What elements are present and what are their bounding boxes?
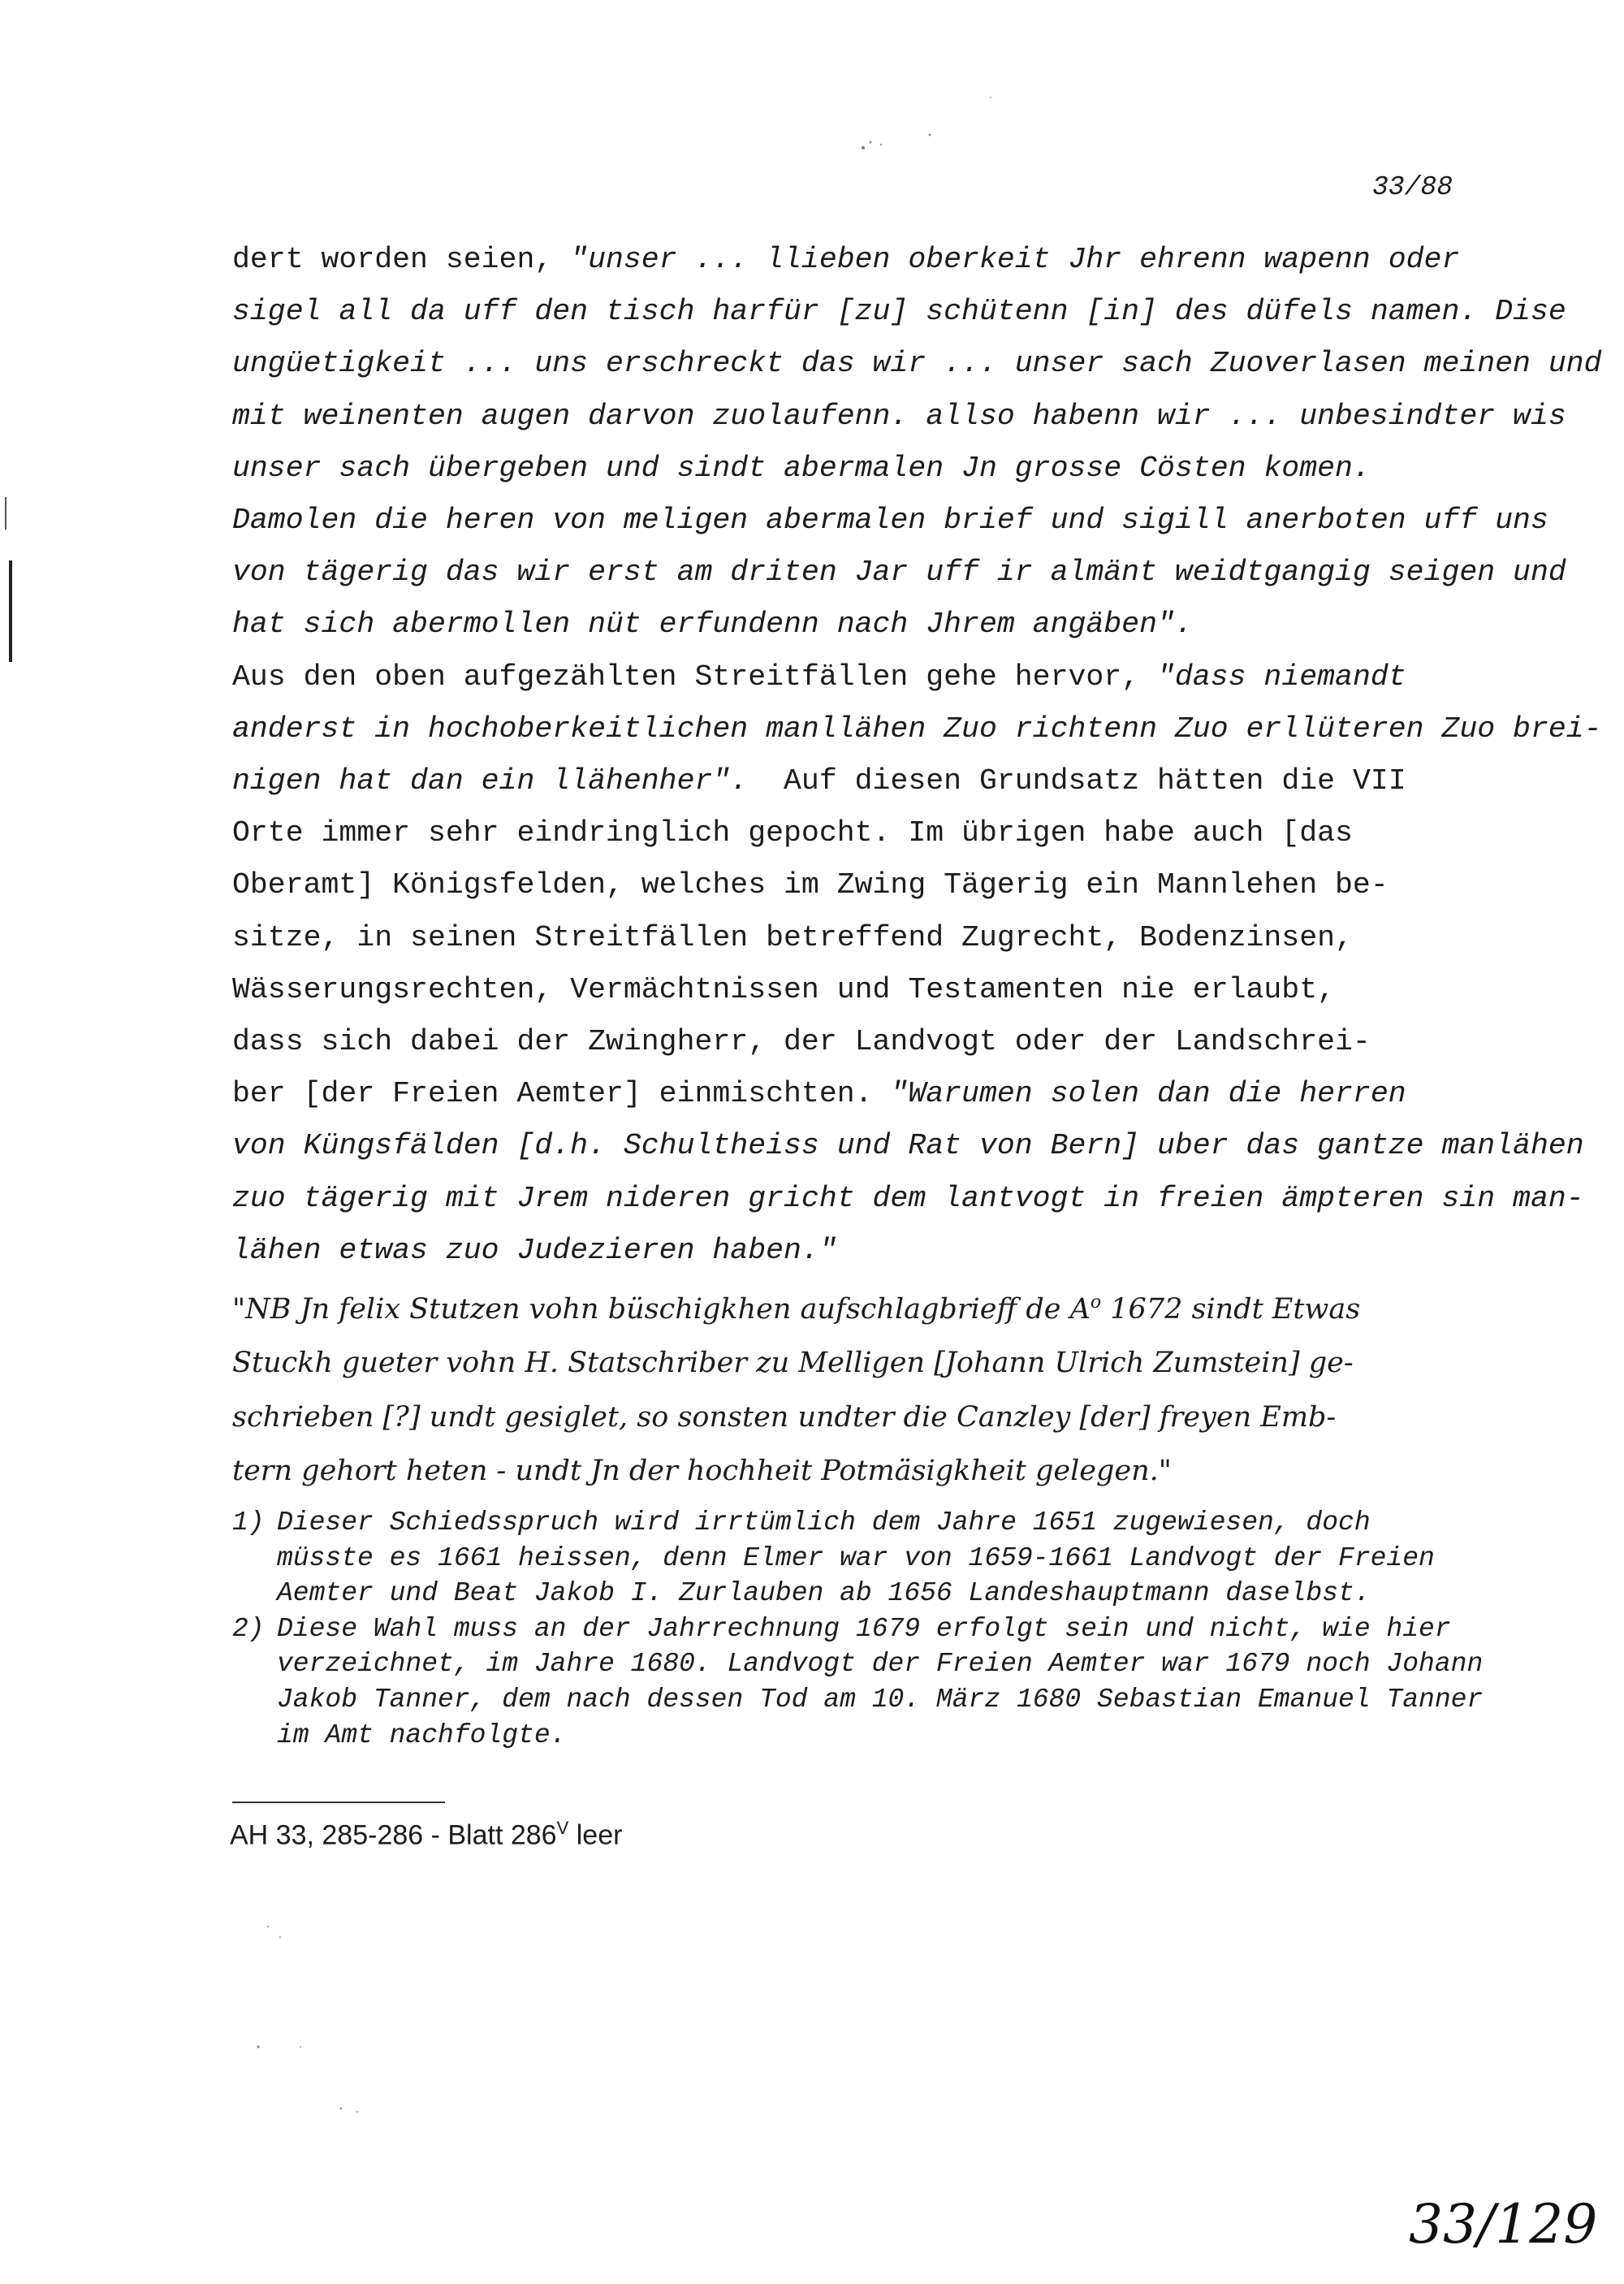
text-run: unser sach übergeben und sindt abermalen Jn grosse Cösten komen.	[232, 451, 1371, 485]
text-line	[232, 495, 1548, 547]
text-run: nigen hat dan ein llähenher".	[232, 764, 749, 798]
footnote	[232, 1505, 1531, 1611]
footnote-number: 1)	[232, 1508, 265, 1538]
text-line	[232, 1120, 1584, 1172]
text-run: sigel all da uff den tisch harfür [zu] schütenn [in] des düfels namen. Dise	[232, 295, 1566, 329]
body-text	[232, 234, 1602, 1499]
text-line	[232, 1277, 1507, 1337]
text-run: Damolen die heren von meligen abermalen brief und sigill anerboten uff uns	[232, 504, 1548, 538]
text-line	[232, 547, 1566, 599]
footnote-line: müsste es 1661 heissen, denn Elmer war von 1659-1661 Landvogt der Freien	[277, 1542, 1435, 1573]
text-run: von tägerig das wir erst am driten Jar uff ir almänt weidtgangig seigen und	[232, 556, 1566, 590]
text-run: Auf diesen Grundsatz hätten die VII	[748, 764, 1406, 798]
text-run: Wässerungsrechten, Vermächtnissen und Testamenten nie erlaubt,	[232, 972, 1336, 1006]
footnote-line: Jakob Tanner, dem nach dessen Tod am 10. März 1680 Sebastian Emanuel Tanner	[277, 1684, 1484, 1715]
footnote-line: Diese Wahl muss an der Jahrrechnung 1679 erfolgt sein und nicht, wie hier	[277, 1613, 1451, 1644]
source-superscript: V	[556, 1818, 569, 1838]
text-line	[232, 338, 1602, 390]
source-main: AH 33, 285-286 - Blatt 286	[230, 1819, 557, 1851]
text-line	[232, 964, 1507, 1016]
scan-margin-mark	[5, 497, 6, 530]
text-run: Aus den oben aufgezählten Streitfällen gehe hervor,	[232, 660, 1157, 694]
text-run: ungüetigkeit ... uns erschreckt das wir ... unser sach Zuoverlasen meinen und	[232, 347, 1602, 381]
footnote-number: 2)	[232, 1613, 265, 1644]
text-run: mit weinenten augen darvon zuolaufenn. allso habenn wir ... unbesindter wis	[232, 399, 1566, 433]
text-run: Stuckh gueter vohn H. Statschriber zu Melligen [Johann Ulrich Zumstein] ge-	[232, 1347, 1354, 1380]
text-line	[232, 1068, 1507, 1120]
text-line	[232, 912, 1507, 964]
text-run: zuo tägerig mit Jrem nideren gricht dem lantvogt in freien ämpteren sin man-	[232, 1181, 1584, 1215]
footnote-line: im Amt nachfolgte.	[277, 1719, 567, 1750]
scan-margin-mark	[9, 560, 12, 662]
text-run: anderst in hochoberkeitlichen manllähen Zuo richtenn Zuo erllüteren Zuo brei-	[232, 712, 1602, 746]
text-line	[232, 859, 1507, 911]
text-run: "Warumen solen dan die herren	[890, 1077, 1406, 1111]
footer-rule	[232, 1802, 445, 1803]
text-line	[232, 286, 1566, 338]
footnote-line: verzeichnet, im Jahre 1680. Landvogt der Freien Aemter war 1679 noch Johann	[277, 1649, 1484, 1680]
text-run: sitze, in seinen Streitfällen betreffend Zugrecht, Bodenzinsen,	[232, 920, 1353, 954]
text-run: lähen etwas zuo Judezieren haben."	[232, 1233, 837, 1267]
text-run: o	[1090, 1292, 1102, 1313]
text-run: "unser ... llieben oberkeit Jhr ehrenn wapenn oder	[570, 243, 1460, 276]
text-line	[232, 1173, 1584, 1225]
text-run: von Küngsfälden [d.h. Schultheiss und Rat von Bern] uber das gantze manlähen	[232, 1129, 1584, 1163]
text-run: 1672 sindt Etwas	[1101, 1293, 1361, 1326]
text-line	[232, 1391, 1507, 1445]
text-run: dert worden seien,	[232, 243, 571, 276]
text-run: tern gehort heten - undt Jn der hochheit Potmäsigkheit gelegen."	[232, 1454, 1172, 1487]
text-run: ber [der Freien Aemter] einmischten.	[232, 1077, 891, 1111]
text-run: schrieben [?] undt gesiglet, so sonsten undter die Canzley [der] freyen Emb-	[232, 1400, 1337, 1434]
page-number: 33/88	[1372, 172, 1453, 202]
text-line	[232, 391, 1566, 443]
text-line	[232, 755, 1507, 807]
text-line	[232, 1337, 1507, 1391]
text-run: dass sich dabei der Zwingherr, der Landvogt oder der Landschrei-	[232, 1025, 1371, 1059]
footnote-line: Aemter und Beat Jakob I. Zurlauben ab 1656 Landeshauptmann daselbst.	[277, 1578, 1371, 1609]
text-line	[232, 1225, 1507, 1277]
footnote	[232, 1611, 1531, 1753]
text-run: Orte immer sehr eindringlich gepocht. Im übrigen habe auch [das	[232, 816, 1353, 850]
text-line	[232, 807, 1507, 859]
footnotes	[232, 1505, 1531, 1753]
footnote-line: Dieser Schiedsspruch wird irrtümlich dem Jahre 1651 zugewiesen, doch	[277, 1508, 1371, 1538]
text-line	[232, 703, 1602, 755]
text-line	[232, 1445, 1507, 1499]
text-run: "NB Jn felix Stutzen vohn büschigkhen aufschlagbrieff de A	[232, 1293, 1091, 1326]
handwritten-archive-number: 33/129	[1409, 2193, 1598, 2256]
text-run: Oberamt] Königsfelden, welches im Zwing Tägerig ein Mannlehen be-	[232, 868, 1389, 902]
text-line	[232, 443, 1507, 495]
source-reference	[230, 1818, 622, 1851]
text-line	[232, 1016, 1507, 1068]
text-line	[232, 234, 1507, 286]
source-end: leer	[568, 1819, 623, 1851]
text-line	[232, 599, 1507, 651]
text-run: hat sich abermollen nüt erfundenn nach Jhrem angäben".	[232, 608, 1193, 642]
text-run: "dass niemandt	[1157, 660, 1406, 694]
text-line	[232, 651, 1507, 703]
